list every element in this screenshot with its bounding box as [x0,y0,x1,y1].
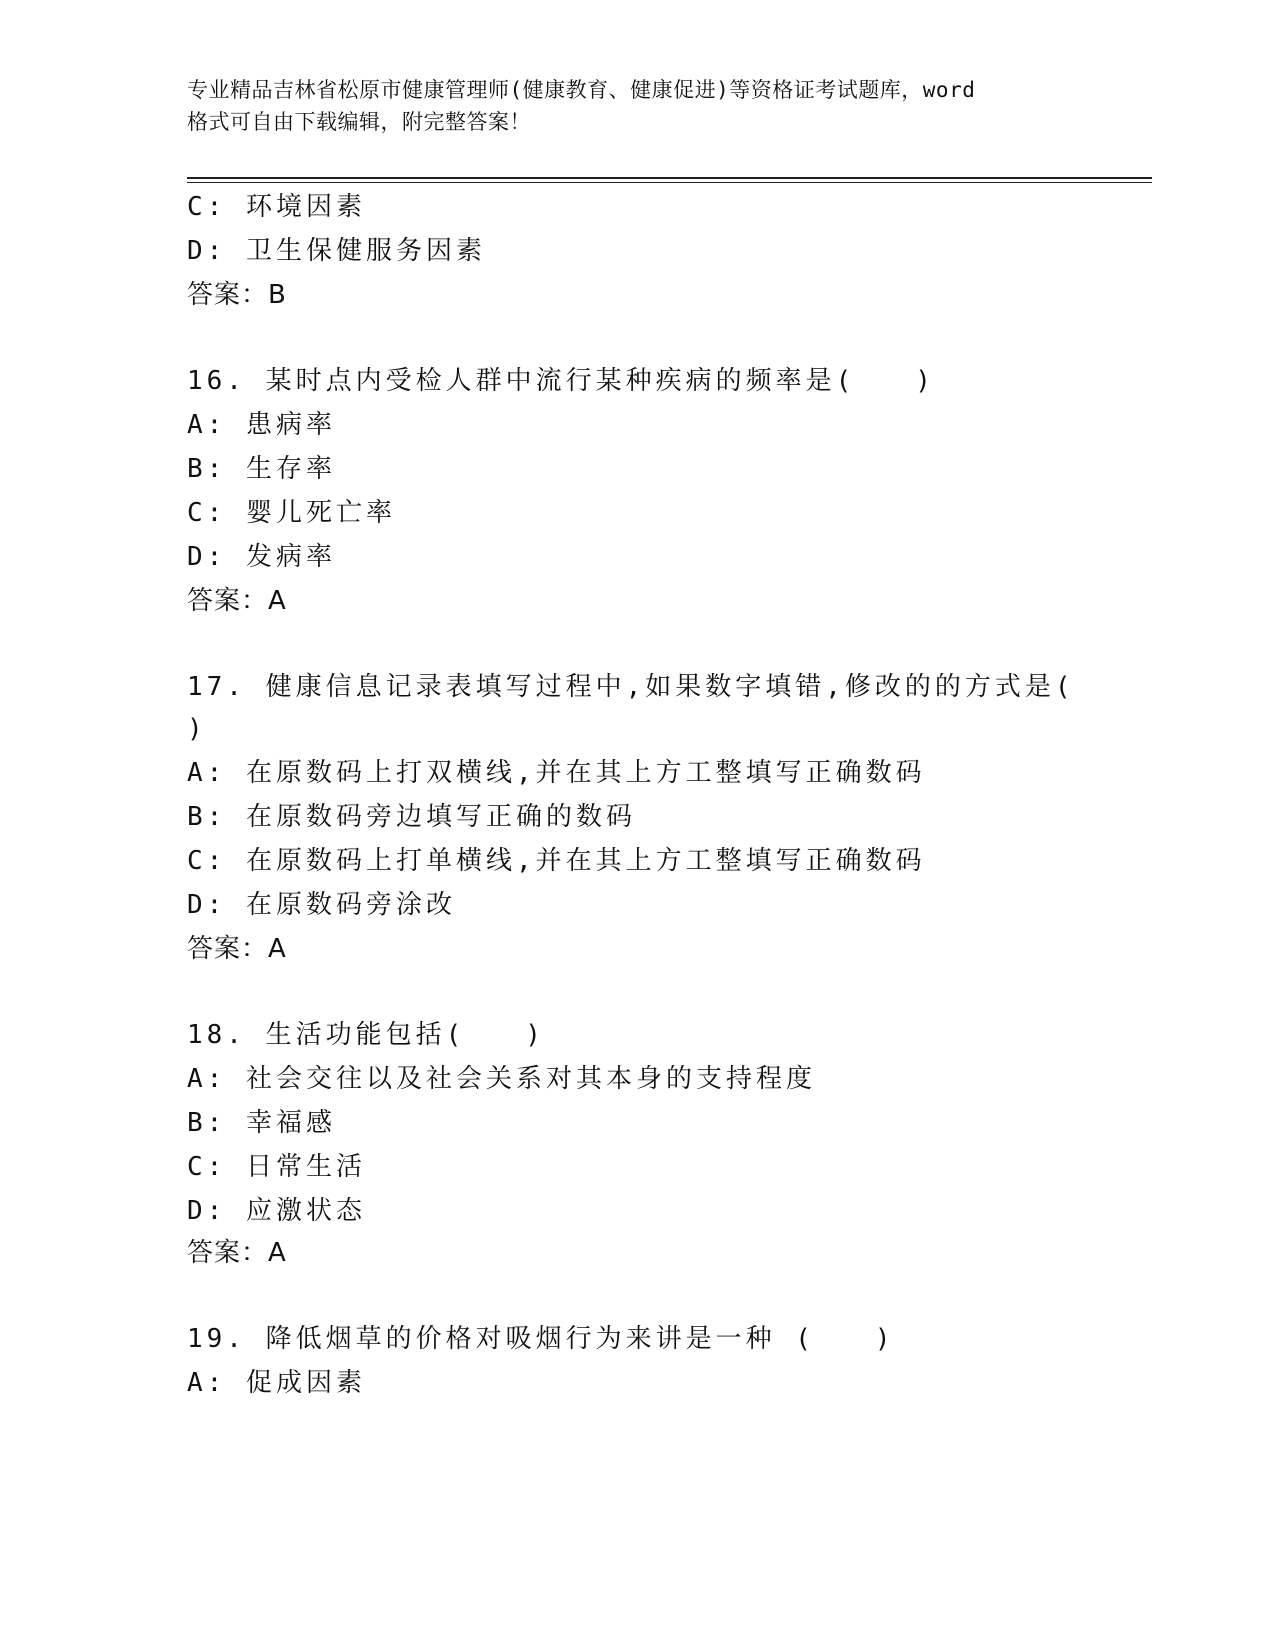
question-16-option-d: D: 发病率 [187,542,336,572]
question-17-option-a: A: 在原数码上打双横线,并在其上方工整填写正确数码 [187,758,926,788]
question-18-stem: 18. 生活功能包括( ) [187,1020,545,1050]
question-18-option-a: A: 社会交往以及社会关系对其本身的支持程度 [187,1064,816,1094]
question-17-stem-cont: ) [187,714,207,744]
document-header [187,74,1087,138]
header-line-1: 专业精品吉林省松原市健康管理师(健康教育、健康促进)等资格证考试题库，word [187,78,976,102]
header-divider-thin [187,182,1152,183]
question-16-option-a: A: 患病率 [187,410,336,440]
question-17-answer: 答案：A [187,934,287,964]
question-16-stem: 16. 某时点内受检人群中流行某种疾病的频率是( ) [187,366,935,396]
prev-option-d: D: 卫生保健服务因素 [187,236,486,266]
question-18-option-c: C: 日常生活 [187,1152,366,1182]
question-19-stem: 19. 降低烟草的价格对吸烟行为来讲是一种 ( ) [187,1324,895,1354]
question-18-answer: 答案：A [187,1238,287,1268]
header-line-2: 格式可自由下载编辑，附完整答案！ [187,110,531,134]
header-divider [187,177,1152,179]
prev-option-c: C: 环境因素 [187,192,366,222]
question-16-option-c: C: 婴儿死亡率 [187,498,396,528]
question-17-option-d: D: 在原数码旁涂改 [187,890,456,920]
question-18-option-b: B: 幸福感 [187,1108,336,1138]
question-17-option-b: B: 在原数码旁边填写正确的数码 [187,802,636,832]
question-19-option-a: A: 促成因素 [187,1368,366,1398]
prev-answer: 答案：B [187,280,287,310]
question-17-option-c: C: 在原数码上打单横线,并在其上方工整填写正确数码 [187,846,926,876]
question-18-option-d: D: 应激状态 [187,1196,366,1226]
question-16-option-b: B: 生存率 [187,454,336,484]
question-16-answer: 答案：A [187,586,287,616]
question-17-stem: 17. 健康信息记录表填写过程中,如果数字填错,修改的的方式是( [187,672,1075,702]
